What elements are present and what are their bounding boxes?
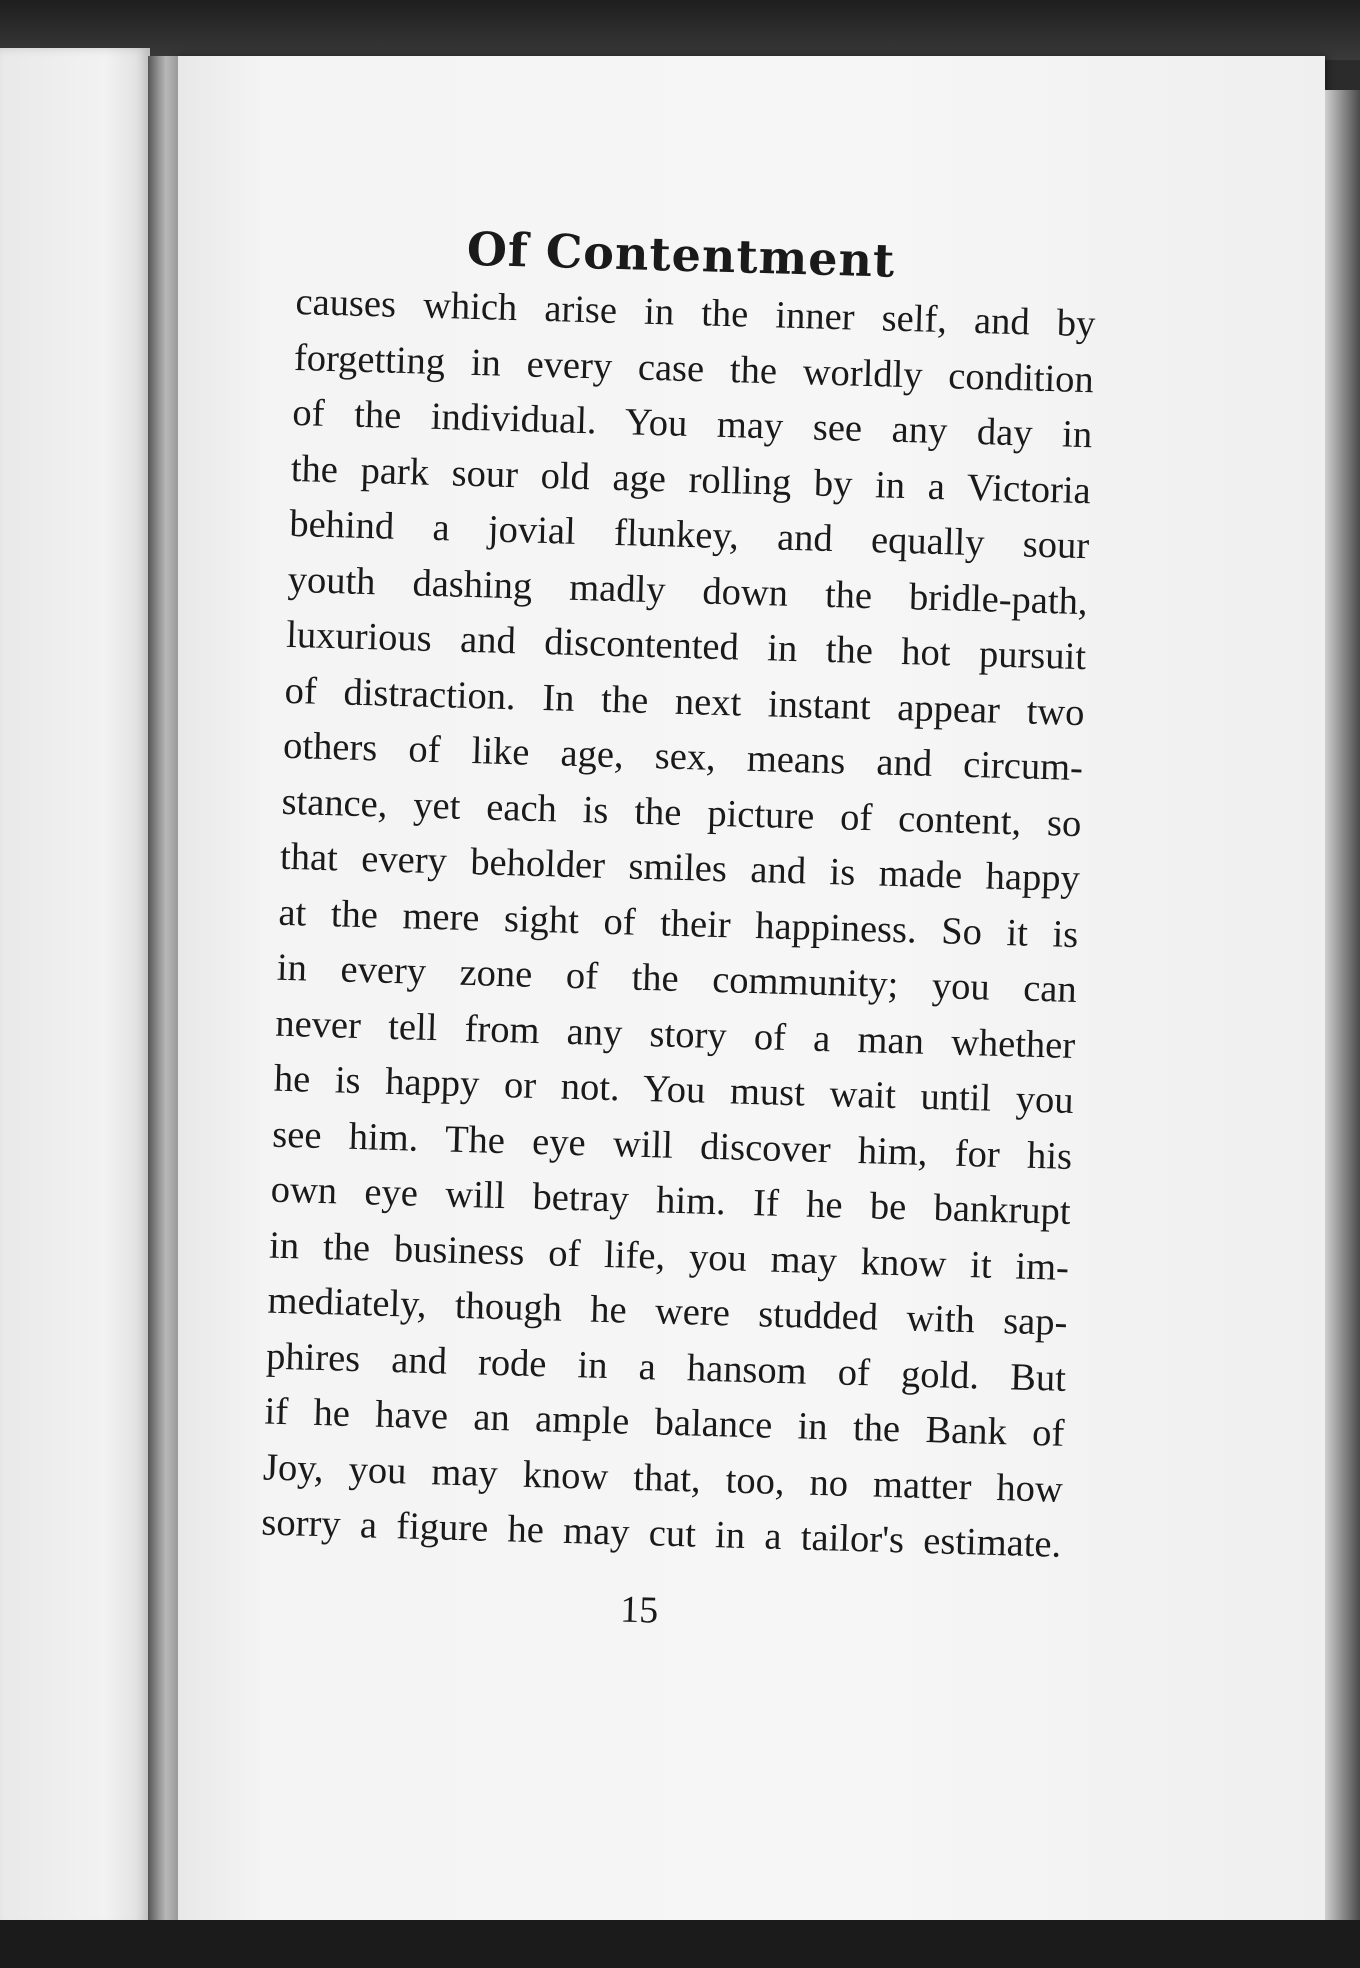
text-line: he is happy or not. You must wait until you (273, 1057, 1075, 1122)
text-line: causes which arise in the inner self, and by (295, 280, 1096, 346)
text-line: at the mere sight of their happiness. So it is (277, 891, 1079, 956)
text-line: own eye will betray him. If he be bankrupt (270, 1168, 1072, 1233)
text-line: in the business of life, you may know it im- (268, 1224, 1070, 1289)
text-line: forgetting in every case the worldly condition (293, 336, 1095, 401)
text-block (223, 216, 1102, 1643)
text-line: see him. The eye will discover him, for his (271, 1113, 1073, 1178)
text-line: of the individual. You may see any day in (291, 391, 1093, 457)
left-page (0, 48, 150, 1928)
text-line: others of like age, sex, means and circum- (282, 724, 1084, 790)
text-line: the park sour old age rolling by in a Victoria (290, 447, 1092, 512)
page-edge (1325, 90, 1360, 1930)
body-text (261, 275, 1100, 1573)
text-line: of distraction. In the next instant appear two (284, 669, 1086, 734)
text-line: stance, yet each is the picture of content, so (281, 780, 1082, 845)
text-line: mediately, though he were studded with sap- (267, 1279, 1068, 1344)
backdrop-top (0, 0, 1360, 60)
book-gutter (148, 56, 178, 1924)
text-line: if he have an ample balance in the Bank of (264, 1390, 1065, 1455)
text-line: behind a jovial flunkey, and equally sour (288, 502, 1090, 568)
text-line: in every zone of the community; you can (276, 946, 1078, 1012)
text-line: Joy, you may know that, too, no matter how (262, 1446, 1064, 1511)
text-line: sorry a figure he may cut in a tailor's estimate. (260, 1501, 1062, 1566)
text-line: youth dashing madly down the bridle-path, (287, 558, 1089, 623)
running-head: Of Contentment (466, 221, 896, 288)
text-line: phires and rode in a hansom of gold. But (265, 1335, 1067, 1400)
text-line: never tell from any story of a man whether (274, 1002, 1076, 1067)
page-number: 15 (619, 1588, 659, 1632)
text-line: luxurious and discontented in the hot pursuit (285, 613, 1087, 679)
text-line: that every beholder smiles and is made happy (279, 835, 1081, 901)
backdrop-bottom (0, 1920, 1360, 1968)
